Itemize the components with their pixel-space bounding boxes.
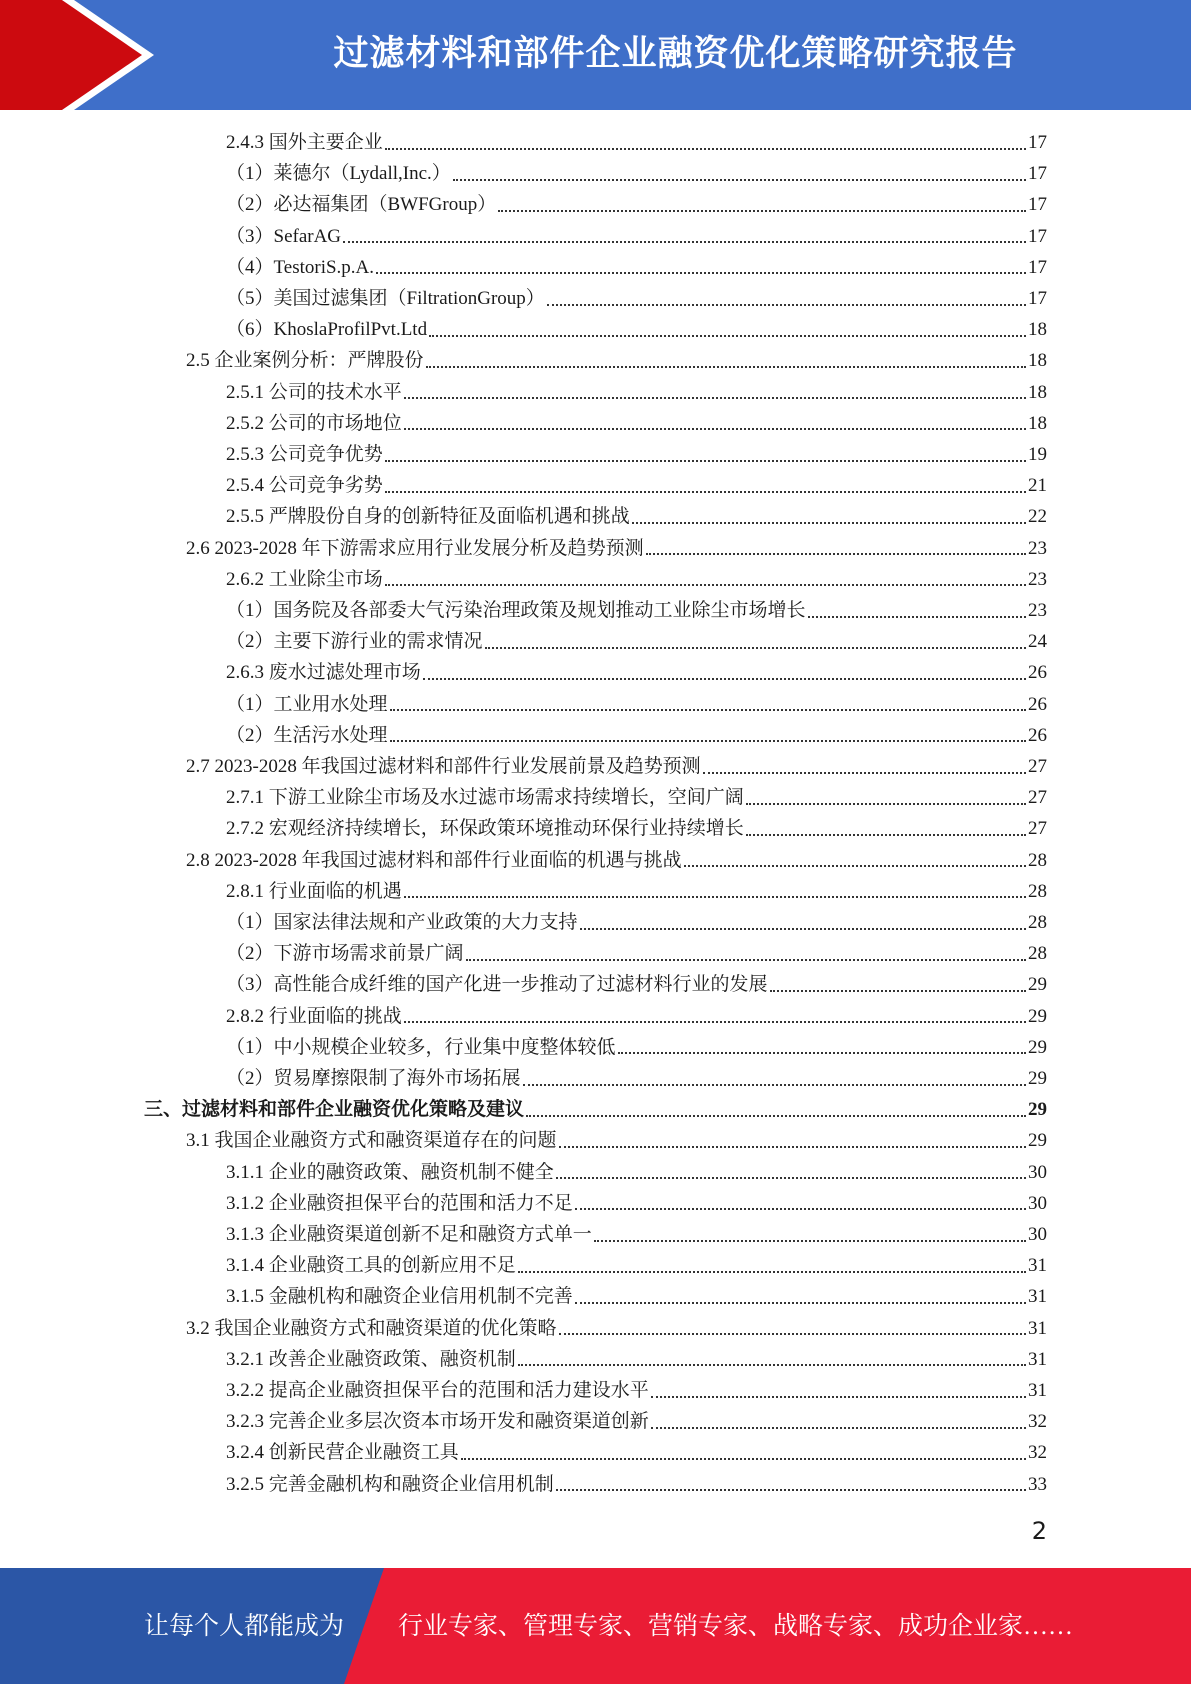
toc-entry-title: 2.8.1 行业面临的机遇 — [226, 880, 402, 902]
toc-entry[interactable] — [226, 221, 1047, 252]
page-number: 2 — [1031, 1517, 1047, 1545]
toc-entry[interactable] — [226, 1344, 1047, 1375]
toc-entry-page: 17 — [1028, 256, 1047, 278]
toc-dot-leader — [385, 584, 1026, 586]
toc-entry[interactable] — [226, 439, 1047, 470]
toc-entry[interactable] — [226, 501, 1047, 532]
toc-entry-title: 3.2.5 完善金融机构和融资企业信用机制 — [226, 1473, 554, 1495]
toc-entry-page: 30 — [1028, 1161, 1047, 1183]
toc-entry-page: 30 — [1028, 1192, 1047, 1214]
toc-entry-page: 31 — [1028, 1380, 1047, 1401]
toc-entry[interactable] — [226, 252, 1047, 283]
toc-entry-page: 28 — [1028, 880, 1047, 902]
toc-entry[interactable] — [186, 751, 1047, 782]
toc-entry[interactable] — [226, 377, 1047, 408]
toc-dot-leader — [651, 1427, 1026, 1429]
toc-entry-page: 21 — [1028, 475, 1047, 497]
toc-entry-title: 2.8.2 行业面临的挑战 — [226, 1005, 402, 1027]
toc-dot-leader — [559, 1146, 1026, 1148]
toc-entry-title: （1）国务院及各部委大气污染治理政策及规划推动工业除尘市场增长 — [226, 600, 806, 621]
toc-entry-title: 2.5.2 公司的市场地位 — [226, 412, 402, 434]
toc-dot-leader — [556, 1489, 1026, 1491]
toc-entry-page: 26 — [1028, 724, 1047, 746]
page-footer — [0, 1568, 1191, 1684]
toc-entry-title: 2.6.3 废水过滤处理市场 — [226, 662, 421, 684]
toc-entry-page: 32 — [1028, 1411, 1047, 1433]
toc-entry[interactable] — [226, 1219, 1047, 1250]
toc-entry[interactable] — [226, 969, 1047, 1000]
toc-entry-page: 27 — [1028, 756, 1047, 777]
toc-dot-leader — [343, 241, 1026, 243]
toc-entry-page: 18 — [1028, 412, 1047, 434]
toc-entry[interactable] — [226, 907, 1047, 938]
toc-dot-leader — [390, 740, 1026, 742]
toc-entry-page: 32 — [1028, 1442, 1047, 1464]
toc-entry-page: 17 — [1028, 225, 1047, 247]
toc-entry[interactable] — [186, 345, 1047, 376]
toc-entry[interactable] — [226, 657, 1047, 688]
toc-entry[interactable] — [144, 1094, 1047, 1125]
toc-dot-leader — [746, 834, 1026, 836]
toc-entry-title: （2）主要下游行业的需求情况 — [226, 631, 483, 653]
toc-entry-title: 3.2 我国企业融资方式和融资渠道的优化策略 — [186, 1317, 557, 1339]
toc-entry[interactable] — [226, 1032, 1047, 1063]
report-header — [0, 0, 1191, 110]
toc-entry-title: （2）贸易摩擦限制了海外市场拓展 — [226, 1068, 521, 1089]
footer-slogan-right: 行业专家、管理专家、营销专家、战略专家、成功企业家…… — [398, 1613, 1074, 1640]
toc-entry-title: （2）下游市场需求前景广阔 — [226, 943, 464, 965]
toc-dot-leader — [453, 179, 1026, 181]
toc-entry[interactable] — [226, 626, 1047, 657]
toc-entry-page: 23 — [1028, 537, 1047, 559]
toc-entry-page: 23 — [1028, 600, 1047, 621]
toc-entry[interactable] — [226, 1375, 1047, 1406]
toc-dot-leader — [575, 1208, 1026, 1210]
toc-entry-title: 2.7 2023-2028 年我国过滤材料和部件行业发展前景及趋势预测 — [186, 756, 701, 777]
toc-dot-leader — [390, 709, 1026, 711]
toc-entry-title: 2.7.1 下游工业除尘市场及水过滤市场需求持续增长，空间广阔 — [226, 787, 744, 809]
toc-entry[interactable] — [226, 720, 1047, 751]
toc-dot-leader — [703, 772, 1026, 774]
toc-entry-page: 29 — [1028, 974, 1047, 996]
toc-entry-title: （5）美国过滤集团（FiltrationGroup） — [226, 288, 545, 309]
toc-dot-leader — [385, 491, 1026, 493]
toc-entry[interactable] — [186, 533, 1047, 564]
toc-entry[interactable] — [226, 408, 1047, 439]
toc-dot-leader — [404, 896, 1026, 898]
toc-dot-leader — [651, 1396, 1026, 1398]
toc-entry-title: 2.5 企业案例分析：严牌股份 — [186, 350, 424, 372]
toc-entry-page: 17 — [1028, 163, 1047, 185]
toc-entry-page: 29 — [1028, 1068, 1047, 1089]
toc-entry-title: 2.6.2 工业除尘市场 — [226, 568, 383, 590]
toc-dot-leader — [429, 335, 1026, 337]
toc-entry[interactable] — [226, 813, 1047, 844]
toc-entry-page: 24 — [1028, 631, 1047, 653]
toc-entry-title: 3.1.5 金融机构和融资企业信用机制不完善 — [226, 1286, 573, 1308]
toc-entry-page: 30 — [1028, 1224, 1047, 1245]
toc-dot-leader — [526, 1115, 1026, 1117]
toc-entry-page: 31 — [1028, 1348, 1047, 1370]
toc-entry[interactable] — [226, 782, 1047, 813]
toc-dot-leader — [556, 1177, 1026, 1179]
toc-entry-page: 27 — [1028, 787, 1047, 809]
toc-entry[interactable] — [226, 1437, 1047, 1468]
toc-entry[interactable] — [226, 158, 1047, 189]
toc-dot-leader — [376, 272, 1026, 274]
toc-entry-title: 3.1 我国企业融资方式和融资渠道存在的问题 — [186, 1130, 557, 1152]
toc-entry[interactable] — [226, 1250, 1047, 1281]
toc-entry-page: 18 — [1028, 319, 1047, 341]
toc-dot-leader — [547, 304, 1026, 306]
toc-entry-page: 17 — [1028, 288, 1047, 309]
report-title: 过滤材料和部件企业融资优化策略研究报告 — [333, 34, 1018, 74]
toc-dot-leader — [461, 1458, 1026, 1460]
toc-entry-page: 27 — [1028, 818, 1047, 840]
toc-dot-leader — [426, 366, 1026, 368]
toc-dot-leader — [404, 428, 1026, 430]
toc-entry-title: 3.2.1 改善企业融资政策、融资机制 — [226, 1348, 516, 1370]
toc-entry-page: 28 — [1028, 849, 1047, 871]
toc-entry[interactable] — [226, 938, 1047, 969]
toc-entry[interactable] — [226, 1188, 1047, 1219]
toc-entry[interactable] — [186, 1313, 1047, 1344]
toc-entry-title: （6）KhoslaProfilPvt.Ltd — [226, 319, 428, 341]
toc-entry[interactable] — [226, 689, 1047, 720]
toc-dot-leader — [518, 1271, 1026, 1273]
toc-entry-page: 17 — [1028, 194, 1047, 216]
toc-entry-title: 3.2.2 提高企业融资担保平台的范围和活力建设水平 — [226, 1380, 649, 1401]
toc-entry-page: 23 — [1028, 568, 1047, 590]
toc-entry-page: 18 — [1028, 381, 1047, 403]
toc-dot-leader — [423, 678, 1026, 680]
toc-entry-title: （1）中小规模企业较多，行业集中度整体较低 — [226, 1036, 616, 1058]
toc-entry-title: （2）生活污水处理 — [226, 724, 388, 746]
toc-entry[interactable] — [226, 595, 1047, 626]
toc-entry-page: 22 — [1028, 506, 1047, 528]
toc-entry[interactable] — [226, 1063, 1047, 1094]
toc-entry-title: 3.2.4 创新民营企业融资工具 — [226, 1442, 459, 1464]
toc-entry-title: 2.5.5 严牌股份自身的创新特征及面临机遇和挑战 — [226, 506, 630, 528]
toc-dot-leader — [594, 1240, 1026, 1242]
toc-entry-page: 17 — [1028, 132, 1047, 153]
toc-entry[interactable] — [226, 1001, 1047, 1032]
toc-dot-leader — [559, 1333, 1026, 1335]
toc-entry-title: （1）工业用水处理 — [226, 693, 388, 715]
toc-entry-page: 29 — [1028, 1005, 1047, 1027]
toc-entry-title: （3）高性能合成纤维的国产化进一步推动了过滤材料行业的发展 — [226, 974, 768, 996]
toc-entry-title: 3.1.1 企业的融资政策、融资机制不健全 — [226, 1161, 554, 1183]
toc-entry-title: 三、过滤材料和部件企业融资优化策略及建议 — [144, 1099, 525, 1121]
toc-entry[interactable] — [226, 1469, 1047, 1500]
toc-entry-title: 2.4.3 国外主要企业 — [226, 132, 383, 153]
toc-entry[interactable] — [226, 1406, 1047, 1437]
toc-entry-title: 2.7.2 宏观经济持续增长，环保政策环境推动环保行业持续增长 — [226, 818, 744, 840]
toc-entry-title: 3.1.4 企业融资工具的创新应用不足 — [226, 1255, 516, 1277]
toc-entry-title: 2.5.4 公司竞争劣势 — [226, 475, 383, 497]
toc-entry-title: （3）SefarAG — [226, 225, 342, 247]
toc-entry-page: 31 — [1028, 1286, 1047, 1308]
toc-entry-page: 29 — [1028, 1036, 1047, 1058]
toc-entry-page: 26 — [1028, 662, 1047, 684]
toc-entry-title: 2.8 2023-2028 年我国过滤材料和部件行业面临的机遇与挑战 — [186, 849, 682, 871]
toc-dot-leader — [684, 865, 1026, 867]
toc-entry[interactable] — [226, 1281, 1047, 1312]
toc-entry[interactable] — [226, 1157, 1047, 1188]
toc-dot-leader — [575, 1302, 1026, 1304]
toc-entry[interactable] — [226, 283, 1047, 314]
toc-entry-page: 31 — [1028, 1255, 1047, 1277]
toc-entry-page: 28 — [1028, 912, 1047, 933]
toc-entry-page: 29 — [1028, 1130, 1047, 1152]
toc-entry-title: （2）必达福集团（BWFGroup） — [226, 194, 497, 216]
toc-entry[interactable] — [226, 314, 1047, 345]
toc-entry-title: （4）TestoriS.p.A. — [226, 256, 375, 278]
toc-dot-leader — [385, 460, 1026, 462]
toc-entry-title: 3.2.3 完善企业多层次资本市场开发和融资渠道创新 — [226, 1411, 649, 1433]
toc-entry-page: 26 — [1028, 693, 1047, 715]
toc-dot-leader — [485, 647, 1026, 649]
toc-entry[interactable] — [226, 127, 1047, 158]
toc-dot-leader — [466, 959, 1026, 961]
toc-dot-leader — [385, 148, 1026, 150]
toc-dot-leader — [646, 553, 1026, 555]
toc-entry[interactable] — [186, 845, 1047, 876]
toc-entry-page: 19 — [1028, 444, 1047, 465]
toc-dot-leader — [404, 397, 1026, 399]
toc-dot-leader — [498, 210, 1026, 212]
toc-dot-leader — [404, 1021, 1026, 1023]
toc-entry-title: 2.5.3 公司竞争优势 — [226, 444, 383, 465]
toc-dot-leader — [618, 1052, 1026, 1054]
toc-entry[interactable] — [186, 1125, 1047, 1156]
toc-entry-title: 3.1.3 企业融资渠道创新不足和融资方式单一 — [226, 1224, 592, 1245]
toc-dot-leader — [518, 1364, 1026, 1366]
footer-slogan-left: 让每个人都能成为 — [144, 1613, 345, 1640]
toc-dot-leader — [770, 990, 1026, 992]
toc-dot-leader — [580, 928, 1026, 930]
toc-entry-title: 2.5.1 公司的技术水平 — [226, 381, 402, 403]
toc-entry-title: （1）莱德尔（Lydall,Inc.） — [226, 163, 451, 185]
toc-entry-title: 3.1.2 企业融资担保平台的范围和活力不足 — [226, 1192, 573, 1214]
toc-entry-page: 28 — [1028, 943, 1047, 965]
toc-entry[interactable] — [226, 564, 1047, 595]
toc-entry[interactable] — [226, 470, 1047, 501]
header-red-arrow — [0, 0, 150, 110]
toc-dot-leader — [523, 1084, 1026, 1086]
toc-entry-page: 33 — [1028, 1473, 1047, 1495]
toc-entry[interactable] — [226, 189, 1047, 220]
toc-entry-page: 29 — [1028, 1099, 1047, 1121]
toc-entry-page: 18 — [1028, 350, 1047, 372]
toc-entry[interactable] — [226, 876, 1047, 907]
toc-dot-leader — [632, 522, 1026, 524]
toc-dot-leader — [746, 803, 1026, 805]
toc-dot-leader — [808, 616, 1026, 618]
toc-entry-title: （1）国家法律法规和产业政策的大力支持 — [226, 912, 578, 933]
toc-entry-title: 2.6 2023-2028 年下游需求应用行业发展分析及趋势预测 — [186, 537, 644, 559]
toc-entry-page: 31 — [1028, 1317, 1047, 1339]
